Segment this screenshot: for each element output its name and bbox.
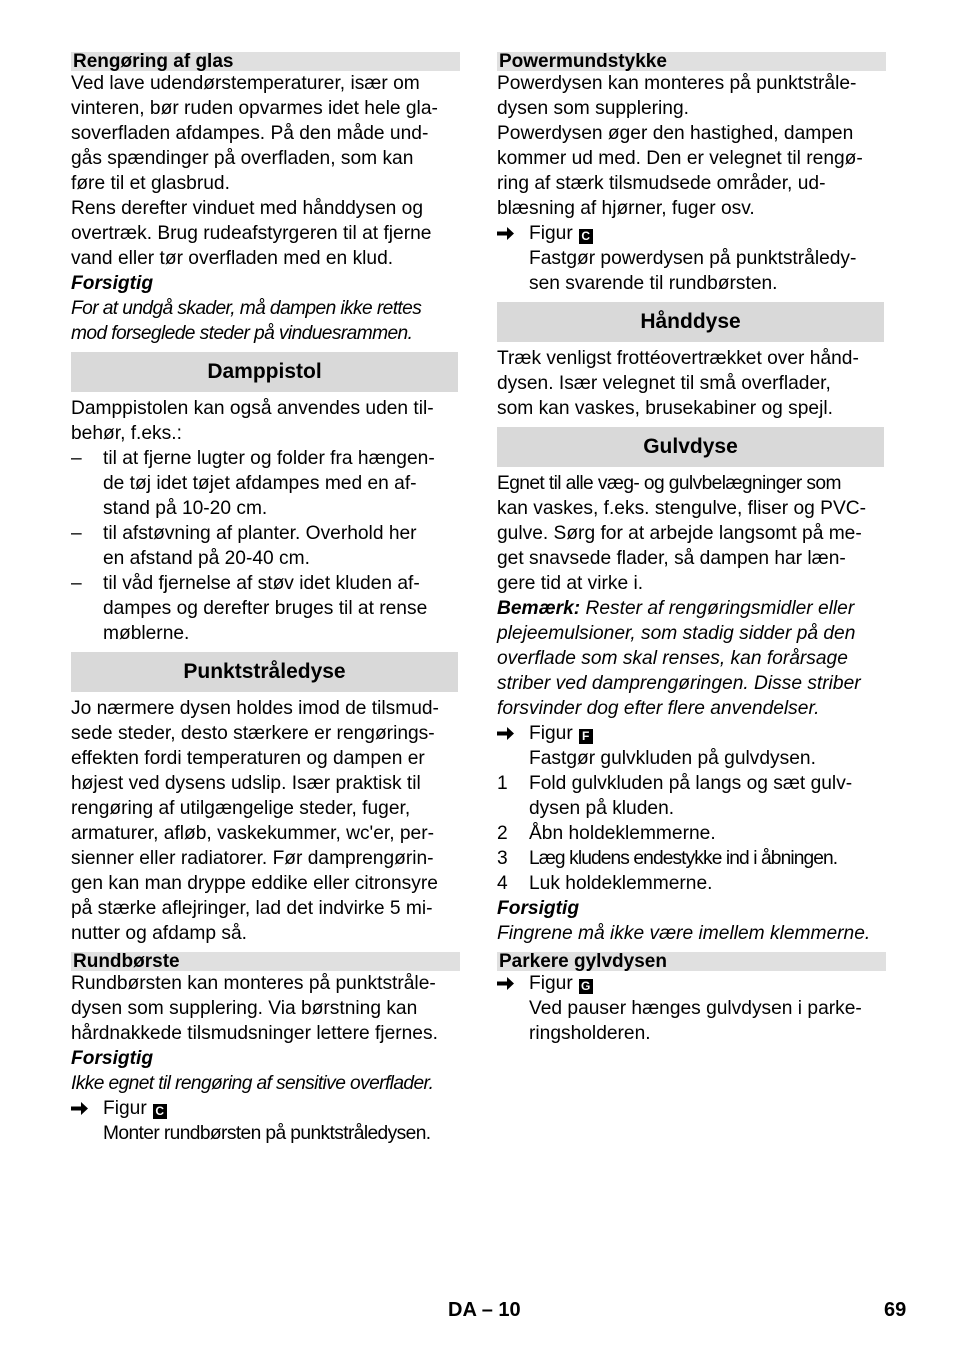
glas-caution-label: Forsigtig xyxy=(71,273,154,294)
rundborste-caution-label: Forsigtig xyxy=(71,1048,154,1069)
text-line: gere tid at virke i. xyxy=(497,573,644,594)
dash-bullet: – xyxy=(71,448,82,469)
text-line: Jo nærmere dysen holdes imod de tilsmud- xyxy=(71,698,439,719)
text-line: Træk venligst frottéovertrækket over hånd- xyxy=(497,348,859,369)
note-label: Bemærk: xyxy=(497,598,581,619)
text-line: forsvinder dog efter flere anvendelser. xyxy=(497,698,820,719)
gulvdyse-body xyxy=(497,471,884,596)
power-figure-ref xyxy=(497,221,884,296)
text-line: Ved lave udendørstemperaturer, især om xyxy=(71,73,420,94)
handdyse-heading: Hånddyse xyxy=(497,302,884,342)
text-line: de tøj idet tøjet afdampes med en af- xyxy=(103,473,417,494)
damppistol-list xyxy=(71,446,458,646)
punkt-heading: Punktstråledyse xyxy=(71,652,458,692)
figure-label: Figur xyxy=(529,223,573,244)
text-line: Rester af rengøringsmidler eller xyxy=(580,598,855,619)
glas-caution-text xyxy=(71,296,458,346)
text-line: Rundbørsten kan monteres på punktstråle- xyxy=(71,973,436,994)
step-number: 4 xyxy=(497,873,508,894)
text-line: vinteren, bør ruden opvarmes idet hele gla- xyxy=(71,98,438,119)
instruction-text: Fastgør gulvkluden på gulvdysen. xyxy=(529,748,816,769)
text-line: Åbn holdeklemmerne. xyxy=(529,823,716,844)
text-line: Egnet til alle væg- og gulvbelægninger som xyxy=(497,473,841,494)
figure-letter-icon: C xyxy=(153,1104,167,1119)
rundborste-body xyxy=(71,971,458,1046)
text-line: get snavsede flader, så dampen har læn- xyxy=(497,548,846,569)
text-line: blæsning af hjørner, fuger osv. xyxy=(497,198,755,219)
instruction-text: Fastgør powerdysen på punktstråledy- xyxy=(529,248,857,269)
text-line: behør, f.eks.: xyxy=(71,423,182,444)
dash-bullet: – xyxy=(71,523,82,544)
arrow-right-icon xyxy=(497,721,515,741)
figure-label: Figur xyxy=(529,723,573,744)
gulvdyse-heading: Gulvdyse xyxy=(497,427,884,467)
damppistol-heading: Damppistol xyxy=(71,352,458,392)
instruction-text: Monter rundbørsten på punktstråledysen. xyxy=(103,1123,431,1144)
arrow-right-icon xyxy=(71,1096,89,1116)
punkt-body xyxy=(71,696,458,946)
text-line: sede steder, desto stærkere er rengørings- xyxy=(71,723,435,744)
text-line: føre til et glasbrud. xyxy=(71,173,230,194)
instruction-text: ringsholderen. xyxy=(529,1023,651,1044)
text-line: Powerdysen kan monteres på punktstråle- xyxy=(497,73,857,94)
text-line: til at fjerne lugter og folder fra hængen- xyxy=(103,448,435,469)
text-line: hårdnakkede tilsmudsninger lettere fjernes. xyxy=(71,1023,438,1044)
list-item xyxy=(497,846,884,871)
text-line: plejeemulsioner, som stadig sidder på den xyxy=(497,623,856,644)
text-line: effekten fordi temperaturen og dampen er xyxy=(71,748,425,769)
text-line: Fold gulvkluden på langs og sæt gulv- xyxy=(529,773,853,794)
text-line: dysen som supplering. xyxy=(497,98,689,119)
gulvdyse-figure-ref xyxy=(497,721,884,771)
text-line: mod forseglede steder på vinduesrammen. xyxy=(71,323,413,344)
text-line: soverfladen afdampes. På den måde und- xyxy=(71,123,429,144)
figure-letter-icon: C xyxy=(579,229,593,244)
text-line: højest ved dysens udslip. Især praktisk til xyxy=(71,773,421,794)
text-line: dysen som supplering. Via børstning kan xyxy=(71,998,418,1019)
text-line: møblerne. xyxy=(103,623,190,644)
list-item xyxy=(497,821,884,846)
gulvdyse-note xyxy=(497,596,884,721)
gulvdyse-caution-label: Forsigtig xyxy=(497,898,580,919)
text-line: Luk holdeklemmerne. xyxy=(529,873,713,894)
list-item xyxy=(71,521,458,571)
handdyse-body xyxy=(497,346,884,421)
rundborste-figure-ref xyxy=(71,1096,458,1146)
power-heading: Powermundstykke xyxy=(497,52,886,71)
list-item xyxy=(497,871,884,896)
rundborste-heading: Rundbørste xyxy=(71,952,460,971)
footer-language-page: DA – 10 xyxy=(448,1299,521,1321)
text-line: vand eller tør overfladen med en klud. xyxy=(71,248,394,269)
damppistol-intro xyxy=(71,396,458,446)
text-line: nutter og afdamp så. xyxy=(71,923,247,944)
text-line: overtræk. Brug rudeafstyrgeren til at fjerne xyxy=(71,223,432,244)
text-line: Rens derefter vinduet med hånddysen og xyxy=(71,198,423,219)
text-line: til våd fjernelse af støv idet kluden af- xyxy=(103,573,420,594)
text-line: gulve. Sørg for at arbejde langsomt på me- xyxy=(497,523,862,544)
gulvdyse-caution-text: Fingrene må ikke være imellem klemmerne. xyxy=(497,923,871,944)
text-line: Powerdysen øger den hastighed, dampen xyxy=(497,123,854,144)
glas-body xyxy=(71,71,458,271)
text-line: striber ved damprengøringen. Disse striber xyxy=(497,673,861,694)
parkere-heading: Parkere gylvdysen xyxy=(497,952,886,971)
figure-letter-icon: G xyxy=(579,979,593,994)
rundborste-caution-text: Ikke egnet til rengøring af sensitive overflader. xyxy=(71,1073,434,1094)
text-line: kan vaskes, f.eks. stengulve, fliser og PVC- xyxy=(497,498,866,519)
list-item xyxy=(71,446,458,521)
text-line: dampes og derefter bruges til at rense xyxy=(103,598,428,619)
figure-label: Figur xyxy=(529,973,573,994)
step-number: 3 xyxy=(497,848,508,869)
text-line: på stærke aflejringer, lad det indvirke 5 mi- xyxy=(71,898,433,919)
step-number: 2 xyxy=(497,823,508,844)
text-line: ring af stærk tilsmudsede områder, ud- xyxy=(497,173,826,194)
list-item xyxy=(497,771,884,821)
page-number: 69 xyxy=(884,1299,907,1321)
text-line: Læg kludens endestykke ind i åbningen. xyxy=(529,848,838,869)
text-line: som kan vaskes, brusekabiner og spejl. xyxy=(497,398,833,419)
arrow-right-icon xyxy=(497,971,515,991)
list-item xyxy=(71,571,458,646)
text-line: For at undgå skader, må dampen ikke rettes xyxy=(71,298,422,319)
gulvdyse-steps xyxy=(497,771,884,896)
arrow-right-icon xyxy=(497,221,515,241)
text-line: overflade som skal renses, kan forårsage xyxy=(497,648,848,669)
power-body xyxy=(497,71,884,221)
text-line: gås spændinger på overfladen, som kan xyxy=(71,148,414,169)
figure-letter-icon: F xyxy=(579,729,593,744)
glas-heading: Rengøring af glas xyxy=(71,52,460,71)
text-line: dysen. Især velegnet til små overflader, xyxy=(497,373,831,394)
text-line: kommer ud med. Den er velegnet til rengø- xyxy=(497,148,863,169)
text-line: armaturer, afløb, vaskekummer, wc'er, per- xyxy=(71,823,435,844)
instruction-text: sen svarende til rundbørsten. xyxy=(529,273,778,294)
text-line: til afstøvning af planter. Overhold her xyxy=(103,523,417,544)
text-line: dysen på kluden. xyxy=(529,798,675,819)
instruction-text: Ved pauser hænges gulvdysen i parke- xyxy=(529,998,862,1019)
text-line: stand på 10-20 cm. xyxy=(103,498,268,519)
dash-bullet: – xyxy=(71,573,82,594)
step-number: 1 xyxy=(497,773,508,794)
figure-label: Figur xyxy=(103,1098,147,1119)
text-line: en afstand på 20-40 cm. xyxy=(103,548,310,569)
text-line: gen kan man dryppe eddike eller citronsyre xyxy=(71,873,438,894)
parkere-figure-ref xyxy=(497,971,884,1046)
text-line: rengøring af utilgængelige steder, fuger, xyxy=(71,798,411,819)
text-line: Damppistolen kan også anvendes uden til- xyxy=(71,398,434,419)
text-line: sienner eller radiatorer. Før damprengørin- xyxy=(71,848,434,869)
